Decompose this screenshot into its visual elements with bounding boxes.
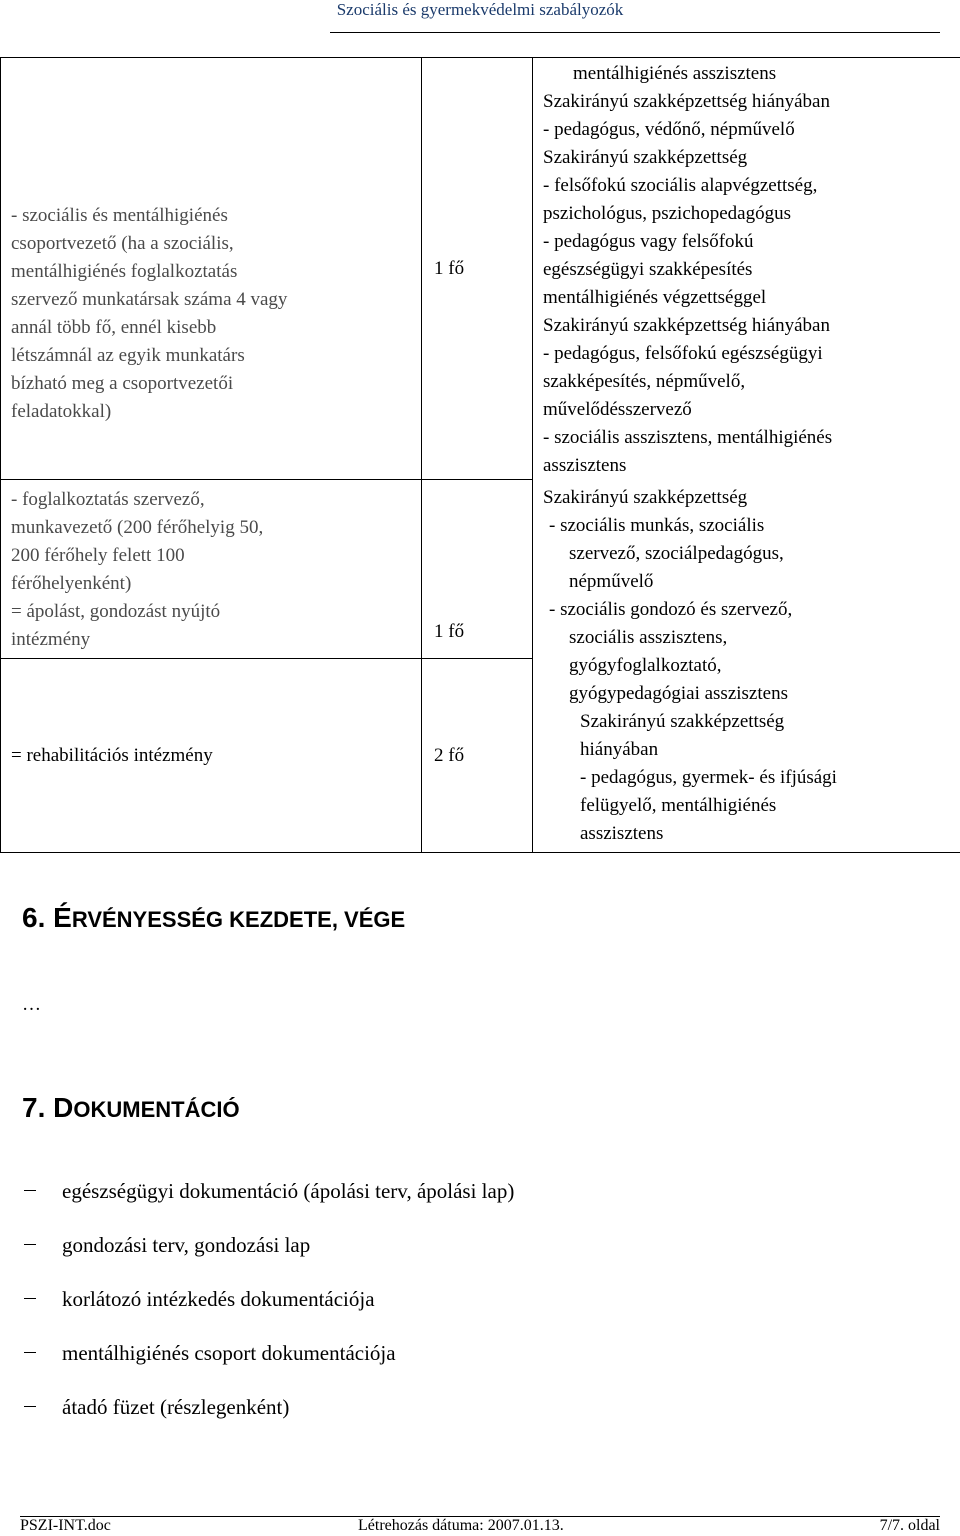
qualification-line: mentálhigiénés végzettséggel <box>543 284 955 312</box>
qualification-line: Szakirányú szakképzettség <box>543 708 955 736</box>
count-cell <box>422 58 533 480</box>
qualification-line: Szakirányú szakképzettség hiányában <box>543 312 955 340</box>
dash-bullet <box>24 1244 36 1245</box>
qualification-block-1 <box>533 58 960 484</box>
qualification-line: hiányában <box>543 736 955 764</box>
role-line: munkavezető (200 férőhelyig 50, <box>11 514 413 542</box>
documentation-list <box>24 1176 924 1446</box>
qualification-block-2 <box>533 484 960 852</box>
list-item <box>24 1176 924 1230</box>
count-value: 1 fő <box>422 255 532 283</box>
role-cell <box>1 480 422 659</box>
footer-page-number: 7/7. oldal <box>880 1516 940 1536</box>
count-cell <box>422 659 533 853</box>
header-title <box>0 0 960 20</box>
role-text <box>1 58 421 430</box>
section-7-heading <box>22 1093 240 1125</box>
section-6-heading <box>22 903 405 935</box>
list-item <box>24 1338 924 1392</box>
footer-filename: PSZI-INT.doc <box>20 1516 111 1536</box>
role-line: intézmény <box>11 626 413 654</box>
dash-bullet <box>24 1406 36 1407</box>
qualification-line: Szakirányú szakképzettség <box>543 144 955 172</box>
list-item <box>24 1392 924 1446</box>
role-text <box>1 738 421 774</box>
role-line: szervező munkatársak száma 4 vagy <box>11 286 413 314</box>
qualification-line: művelődésszervező <box>543 396 955 424</box>
qualification-line: szervező, szociálpedagógus, <box>543 540 955 568</box>
heading-rest: RVÉNYESSÉG KEZDETE, VÉGE <box>72 907 405 932</box>
count-value: 2 fő <box>422 742 532 770</box>
role-cell <box>1 659 422 853</box>
list-item-text: korlátozó intézkedés dokumentációja <box>62 1284 375 1314</box>
dash-bullet <box>24 1352 36 1353</box>
header-title-text: Szociális és gyermekvédelmi szabályozók <box>0 0 960 20</box>
count-value: 1 fő <box>422 618 532 658</box>
role-line: mentálhigiénés foglalkoztatás <box>11 258 413 286</box>
heading-initial: D <box>53 1092 73 1123</box>
qualification-line: szakképesítés, népművelő, <box>543 368 955 396</box>
role-line: annál több fő, ennél kisebb <box>11 314 413 342</box>
qualification-line: - pedagógus, felsőfokú egészségügyi <box>543 340 955 368</box>
qualification-line: - felsőfokú szociális alapvégzettség, <box>543 172 955 200</box>
qualification-line: - pedagógus vagy felsőfokú <box>543 228 955 256</box>
list-item-text: mentálhigiénés csoport dokumentációja <box>62 1338 396 1368</box>
qualification-line: egészségügyi szakképesítés <box>543 256 955 284</box>
section-number: 6. <box>22 902 53 933</box>
qualification-line: szociális asszisztens, <box>543 624 955 652</box>
count-cell <box>422 480 533 659</box>
dash-bullet <box>24 1190 36 1191</box>
role-line: - szociális és mentálhigiénés <box>11 202 413 230</box>
role-text <box>1 480 421 658</box>
heading-initial: É <box>53 902 72 933</box>
qualification-line: Szakirányú szakképzettség hiányában <box>543 88 955 116</box>
section-6-body: … <box>22 994 41 1016</box>
heading-rest: OKUMENTÁCIÓ <box>73 1097 239 1122</box>
qualification-line: asszisztens <box>543 452 955 480</box>
role-cell <box>1 58 422 480</box>
qualification-line: - szociális gondozó és szervező, <box>543 596 955 624</box>
qualification-line: felügyelő, mentálhigiénés <box>543 792 955 820</box>
role-line: csoportvezető (ha a szociális, <box>11 230 413 258</box>
qualification-line: népművelő <box>543 568 955 596</box>
qualification-line: gyógypedagógiai asszisztens <box>543 680 955 708</box>
role-line: létszámnál az egyik munkatárs <box>11 342 413 370</box>
list-item-text: gondozási terv, gondozási lap <box>62 1230 310 1260</box>
role-line: férőhelyenként) <box>11 570 413 598</box>
role-line: bízható meg a csoportvezetői <box>11 370 413 398</box>
qualification-line: - pedagógus, védőnő, népművelő <box>543 116 955 144</box>
qualification-line: - szociális munkás, szociális <box>543 512 955 540</box>
qualification-line: Szakirányú szakképzettség <box>543 484 955 512</box>
role-line: = ápolást, gondozást nyújtó <box>11 598 413 626</box>
list-item <box>24 1284 924 1338</box>
footer-created-date: Létrehozás dátuma: 2007.01.13. <box>358 1516 564 1536</box>
table-row <box>1 58 960 480</box>
qualification-line: asszisztens <box>543 820 955 848</box>
list-item <box>24 1230 924 1284</box>
role-line: - foglalkoztatás szervező, <box>11 486 413 514</box>
header-rule <box>330 32 940 33</box>
qualification-line: - pedagógus, gyermek- és ifjúsági <box>543 764 955 792</box>
role-line: feladatokkal) <box>11 398 413 426</box>
qualification-line: gyógyfoglalkoztató, <box>543 652 955 680</box>
role-line: 200 férőhely felett 100 <box>11 542 413 570</box>
qualification-line: pszichológus, pszichopedagógus <box>543 200 955 228</box>
section-number: 7. <box>22 1092 53 1123</box>
staffing-table <box>0 57 960 853</box>
dash-bullet <box>24 1298 36 1299</box>
qualification-cell <box>533 58 960 853</box>
qualification-line: mentálhigiénés asszisztens <box>543 60 955 88</box>
role-line: = rehabilitációs intézmény <box>11 742 413 770</box>
qualification-line: - szociális asszisztens, mentálhigiénés <box>543 424 955 452</box>
list-item-text: átadó füzet (részlegenként) <box>62 1392 289 1422</box>
list-item-text: egészségügyi dokumentáció (ápolási terv, ápolási lap) <box>62 1176 514 1206</box>
